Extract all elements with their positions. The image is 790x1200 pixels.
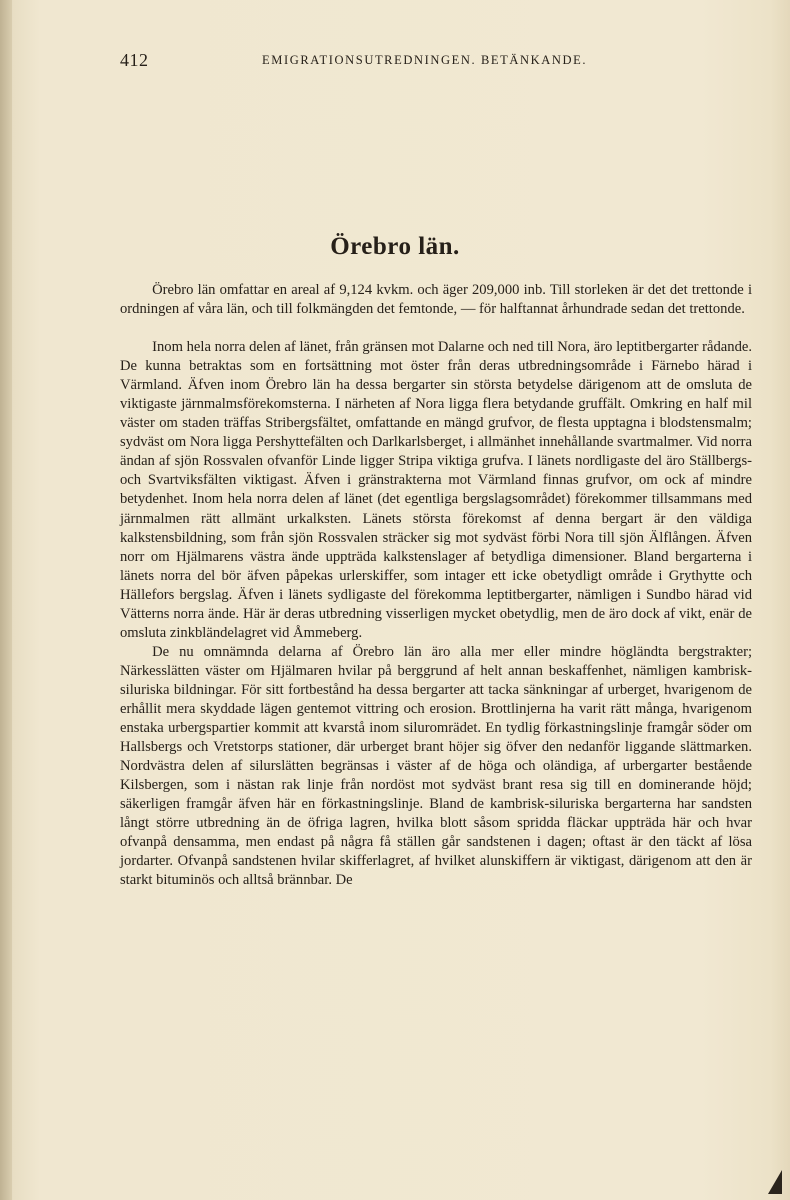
paragraph-intro: Örebro län omfattar en areal af 9,124 kvkm. och äger 209,000 inb. Till storleken är det det trettonde i ordningen af våra län, och till folkmängden det femtonde, — för halftannat århundrade sedan det trettonde. — [120, 282, 752, 318]
paragraph-southern-geology: De nu omnämnda delarna af Örebro län äro alla mer eller mindre högländta bergstrakter; Närkesslätten väster om Hjälmaren hvilar på berggrund af helt annan beskaffenhet, nämligen kambrisk-siluriska bildningar. För sitt fortbestånd ha dessa bergarter att tacka sänkningar af urberget, hvarigenom de erhållit mera skyddade lägen gentemot vittring och erosion. Brottlinjerna ha varit rätt många, hvarigenom enstaka urbergspartier kommit att kvarstå inom siluromrädet. En tydlig förkastningslinje framgår söder om Hallsbergs och Vretstorps stationer, där urberget brant höjer sig öfver den nedanför liggande slättmarken. Nordvästra delen af silurslätten begränsas i väster af de höga och oländiga, af urbergarter bestående Kilsbergen, som i nästan rak linje från nordöst mot sydväst brant resa sig till en dominerande höjd; säkerligen framgår äfven här en förkastningslinje. Bland de kambrisk-siluriska bergarterna har sandsten långt större utbredning än de öfriga lagren, hvilka blott såsom spridda fläckar uppträda här och hvar ofvanpå densamma, men endast på några få ställen går sandstenen i dagen; oftast är den täckt af lösa jordarter. Ofvanpå sandstenen hvilar skifferlagret, af hvilket alunskiffern är viktigast, därigenom att den är starkt bituminös och alltså brännbar. De — [120, 643, 752, 889]
page-gutter-shadow — [0, 0, 12, 1200]
body-text — [120, 281, 752, 890]
page-header — [120, 50, 740, 72]
running-head: EMIGRATIONSUTREDNINGEN. BETÄNKANDE. — [262, 53, 588, 67]
paragraph-northern-geology: Inom hela norra delen af länet, från gränsen mot Dalarne och ned till Nora, äro leptitbergarter rådande. De kunna betraktas som en fortsättning mot öster från deras utbredningsområde i Färnebo härad i Värmland. Äfven inom Örebro län ha dessa bergarter sin största betydelse därigenom att de omsluta de viktigaste järnmalmsförekomsterna. I närheten af Nora ligga flera betydande gruffält. Omkring en half mil väster om staden träffas Stribergsfältet, omfattande en mängd grufvor, de flesta upptagna i blodstensmalm; sydväst om Nora ligga Pershyttefälten och Darlkarlsberget, i allmänhet innehållande svartmalmer. Vid norra ändan af sjön Rossvalen ofvanför Linde ligger Stripa viktiga grufva. I länets nordligaste del äro Ställbergs- och Svartviksfälten viktigast. Äfven i gränstrakterna mot Värmland finnas grufvor, om ock af mindre betydenhet. Inom hela norra delen af länet (det egentliga bergslagsområdet) förekommer tillsammans med järnmalmen rätt allmänt urkalksten. Länets största förekomst af denna bergart är den väldiga kalkstensbildning, som från sjön Rossvalen sträcker sig mot sydväst förbi Nora till sjön Älflången. Äfven norr om Hjälmarens västra ände uppträda kalkstenslager af betydliga dimensioner. Bland bergarterna i länets norra del bör äfven påpekas urlerskiffer, som intager ett icke obetydligt område i Grythytte och Hällefors bergslag. Äfven i länets sydligaste del förekomma leptitbergarter, nämligen i Sundbo härad vid Vätterns norra ände. Här är deras utbredning visserligen mycket obetydlig, men de äro dock af vikt, enär de omsluta zinkbländelagret vid Åmmeberg. — [120, 339, 752, 641]
page-number: 412 — [120, 50, 149, 70]
section-title: Örebro län. — [330, 233, 460, 260]
page-corner-mark — [768, 1170, 782, 1194]
